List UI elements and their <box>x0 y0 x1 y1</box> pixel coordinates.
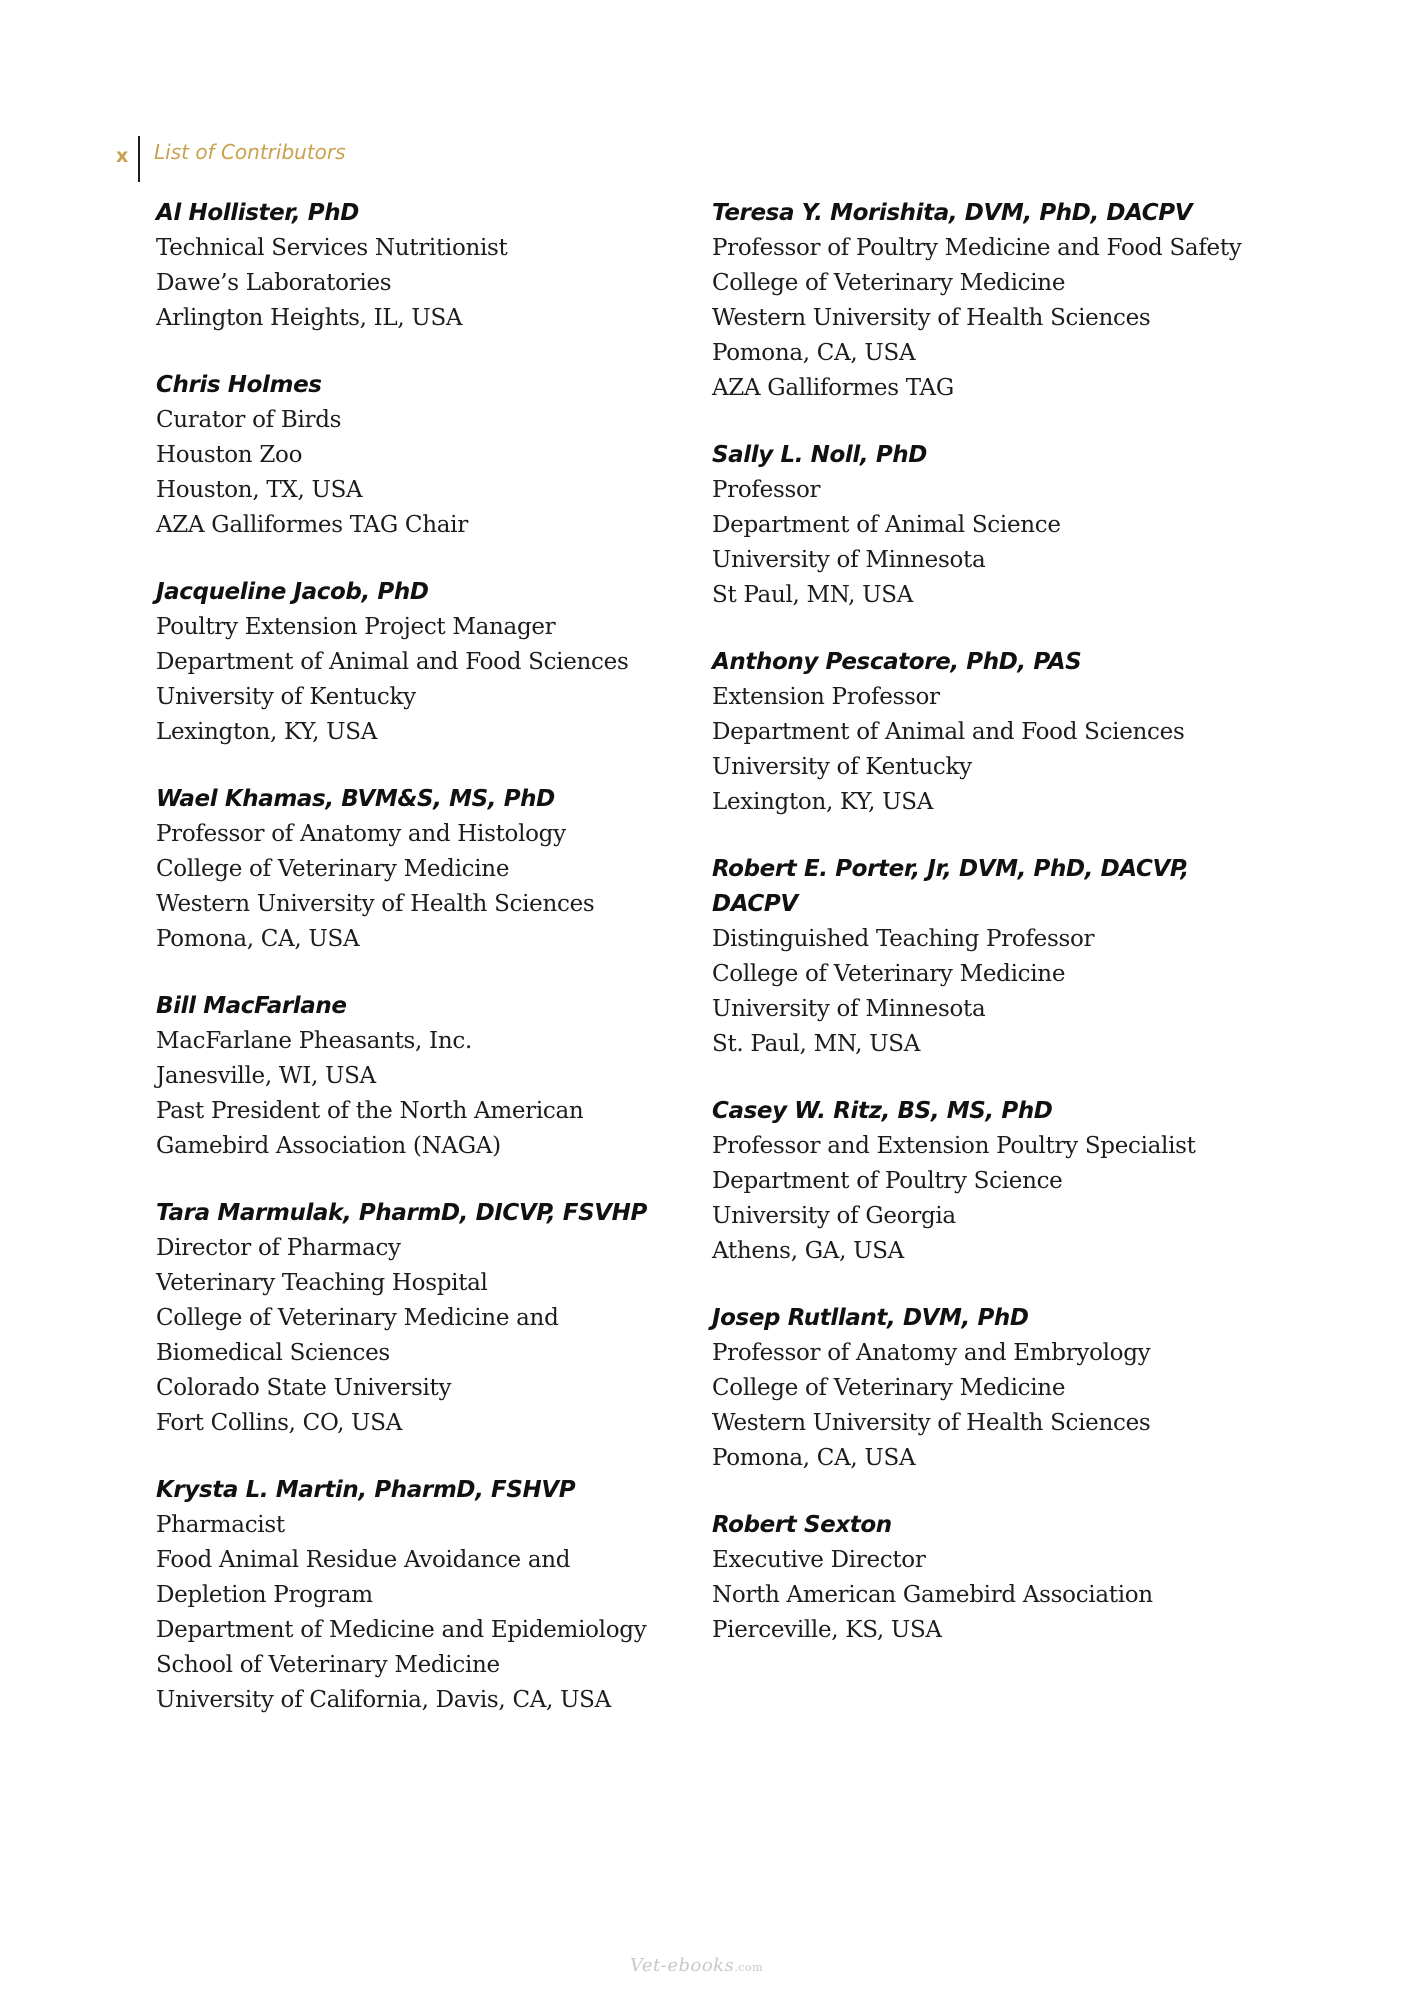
contributor-name: Chris Holmes <box>156 372 322 398</box>
page-number: x <box>116 145 129 167</box>
contributor-entry <box>712 196 1272 406</box>
contributor-name: Tara Marmulak, PharmD, DICVP, FSVHP <box>156 1200 647 1226</box>
contributor-affiliation-line: Lexington, KY, USA <box>156 719 378 745</box>
contributor-affiliation-line: Pierceville, KS, USA <box>712 1617 942 1643</box>
contributor-affiliation-line: University of Minnesota <box>712 996 986 1022</box>
contributor-entry <box>712 1508 1272 1648</box>
contributor-affiliation-line: College of Veterinary Medicine <box>712 1375 1066 1401</box>
contributor-affiliation-line: Department of Animal Science <box>712 512 1061 538</box>
contributor-affiliation-line: University of Kentucky <box>156 684 416 710</box>
contributor-entry <box>712 438 1272 613</box>
contributor-name: Casey W. Ritz, BS, MS, PhD <box>712 1098 1053 1124</box>
contributor-affiliation-line: Technical Services Nutritionist <box>156 235 508 261</box>
contributor-affiliation-line: Pomona, CA, USA <box>156 926 360 952</box>
contributor-affiliation-line: University of California, Davis, CA, USA <box>156 1687 611 1713</box>
contributor-name: Wael Khamas, BVM&S, MS, PhD <box>156 786 555 812</box>
contributor-entry <box>156 368 716 543</box>
contributor-affiliation-line: Curator of Birds <box>156 407 342 433</box>
contributor-name: Robert E. Porter, Jr, DVM, PhD, DACVP, DACPV <box>712 856 1189 917</box>
contributor-affiliation-line: Dawe’s Laboratories <box>156 270 392 296</box>
contributor-affiliation-line: Janesville, WI, USA <box>156 1063 376 1089</box>
contributor-affiliation-line: College of Veterinary Medicine and <box>156 1305 559 1331</box>
contributor-affiliation-line: Western University of Health Sciences <box>712 1410 1151 1436</box>
contributor-affiliation-line: Department of Medicine and Epidemiology <box>156 1617 647 1643</box>
contributor-affiliation-line: Distinguished Teaching Professor <box>712 926 1095 952</box>
contributor-affiliation-line: Professor of Anatomy and Embryology <box>712 1340 1151 1366</box>
contributor-affiliation-line: Professor of Anatomy and Histology <box>156 821 566 847</box>
contributor-affiliation-line: Athens, GA, USA <box>712 1238 904 1264</box>
contributor-affiliation-line: Pomona, CA, USA <box>712 340 916 366</box>
contributor-affiliation-line: Arlington Heights, IL, USA <box>156 305 463 331</box>
contributor-affiliation-line: Department of Poultry Science <box>712 1168 1063 1194</box>
contributor-entry <box>156 575 716 750</box>
contributor-affiliation-line: St. Paul, MN, USA <box>712 1031 921 1057</box>
contributor-entry <box>156 1196 716 1441</box>
contributor-affiliation-line: St Paul, MN, USA <box>712 582 914 608</box>
watermark-text: Vet-ebooks <box>630 1955 735 1976</box>
contributor-affiliation-line: School of Veterinary Medicine <box>156 1652 500 1678</box>
contributor-affiliation-line: Executive Director <box>712 1547 926 1573</box>
contributor-affiliation-line: Colorado State University <box>156 1375 452 1401</box>
contributor-affiliation-line: College of Veterinary Medicine <box>712 270 1066 296</box>
contributor-affiliation-line: Houston Zoo <box>156 442 303 468</box>
contributor-entry <box>712 645 1272 820</box>
contributor-entry <box>156 782 716 957</box>
page-header <box>116 136 346 182</box>
contributor-entry <box>712 852 1272 1062</box>
contributor-entry <box>156 196 716 336</box>
contributor-affiliation-line: College of Veterinary Medicine <box>712 961 1066 987</box>
left-column <box>156 196 716 1750</box>
header-divider <box>138 136 140 182</box>
contributor-name: Jacqueline Jacob, PhD <box>156 579 429 605</box>
contributor-affiliation-line: Pomona, CA, USA <box>712 1445 916 1471</box>
watermark-logo <box>630 1955 763 1976</box>
contributor-affiliation-line: Extension Professor <box>712 684 940 710</box>
contributor-affiliation-line: Biomedical Sciences <box>156 1340 390 1366</box>
contributor-affiliation-line: Director of Pharmacy <box>156 1235 401 1261</box>
contributor-name: Sally L. Noll, PhD <box>712 442 927 468</box>
contributor-name: Teresa Y. Morishita, DVM, PhD, DACPV <box>712 200 1193 226</box>
contributor-affiliation-line: Department of Animal and Food Sciences <box>712 719 1185 745</box>
contributor-affiliation-line: Depletion Program <box>156 1582 373 1608</box>
contributor-affiliation-line: University of Minnesota <box>712 547 986 573</box>
contributor-affiliation-line: Fort Collins, CO, USA <box>156 1410 403 1436</box>
contributor-affiliation-line: Houston, TX, USA <box>156 477 363 503</box>
contributor-affiliation-line: Professor <box>712 477 821 503</box>
contributor-entry <box>712 1301 1272 1476</box>
contributor-affiliation-line: Department of Animal and Food Sciences <box>156 649 629 675</box>
contributor-name: Al Hollister, PhD <box>156 200 359 226</box>
contributor-affiliation-line: Past President of the North American <box>156 1098 584 1124</box>
contributor-affiliation-line: Professor of Poultry Medicine and Food Safety <box>712 235 1242 261</box>
contributor-affiliation-line: Gamebird Association (NAGA) <box>156 1133 501 1159</box>
contributor-affiliation-line: Professor and Extension Poultry Specialist <box>712 1133 1196 1159</box>
contributor-affiliation-line: University of Kentucky <box>712 754 972 780</box>
running-head: List of Contributors <box>154 140 346 164</box>
contributor-affiliation-line: College of Veterinary Medicine <box>156 856 510 882</box>
contributor-affiliation-line: Food Animal Residue Avoidance and <box>156 1547 571 1573</box>
contributor-affiliation-line: AZA Galliformes TAG <box>712 375 954 401</box>
contributor-entry <box>156 1473 716 1718</box>
contributor-name: Bill MacFarlane <box>156 993 347 1019</box>
contributor-affiliation-line: Poultry Extension Project Manager <box>156 614 556 640</box>
contributor-name: Anthony Pescatore, PhD, PAS <box>712 649 1082 675</box>
contributor-affiliation-line: MacFarlane Pheasants, Inc. <box>156 1028 472 1054</box>
contributor-entry <box>156 989 716 1164</box>
contributor-affiliation-line: North American Gamebird Association <box>712 1582 1153 1608</box>
contributor-affiliation-line: Pharmacist <box>156 1512 285 1538</box>
contributor-name: Krysta L. Martin, PharmD, FSHVP <box>156 1477 576 1503</box>
contributor-affiliation-line: Veterinary Teaching Hospital <box>156 1270 488 1296</box>
contributor-entry <box>712 1094 1272 1269</box>
contributor-affiliation-line: Western University of Health Sciences <box>156 891 595 917</box>
right-column <box>712 196 1272 1680</box>
watermark-suffix: .com <box>734 1961 764 1974</box>
contributor-name: Robert Sexton <box>712 1512 892 1538</box>
contributor-affiliation-line: University of Georgia <box>712 1203 956 1229</box>
contributor-affiliation-line: Lexington, KY, USA <box>712 789 934 815</box>
contributor-affiliation-line: AZA Galliformes TAG Chair <box>156 512 468 538</box>
contributor-name: Josep Rutllant, DVM, PhD <box>712 1305 1029 1331</box>
contributor-affiliation-line: Western University of Health Sciences <box>712 305 1151 331</box>
